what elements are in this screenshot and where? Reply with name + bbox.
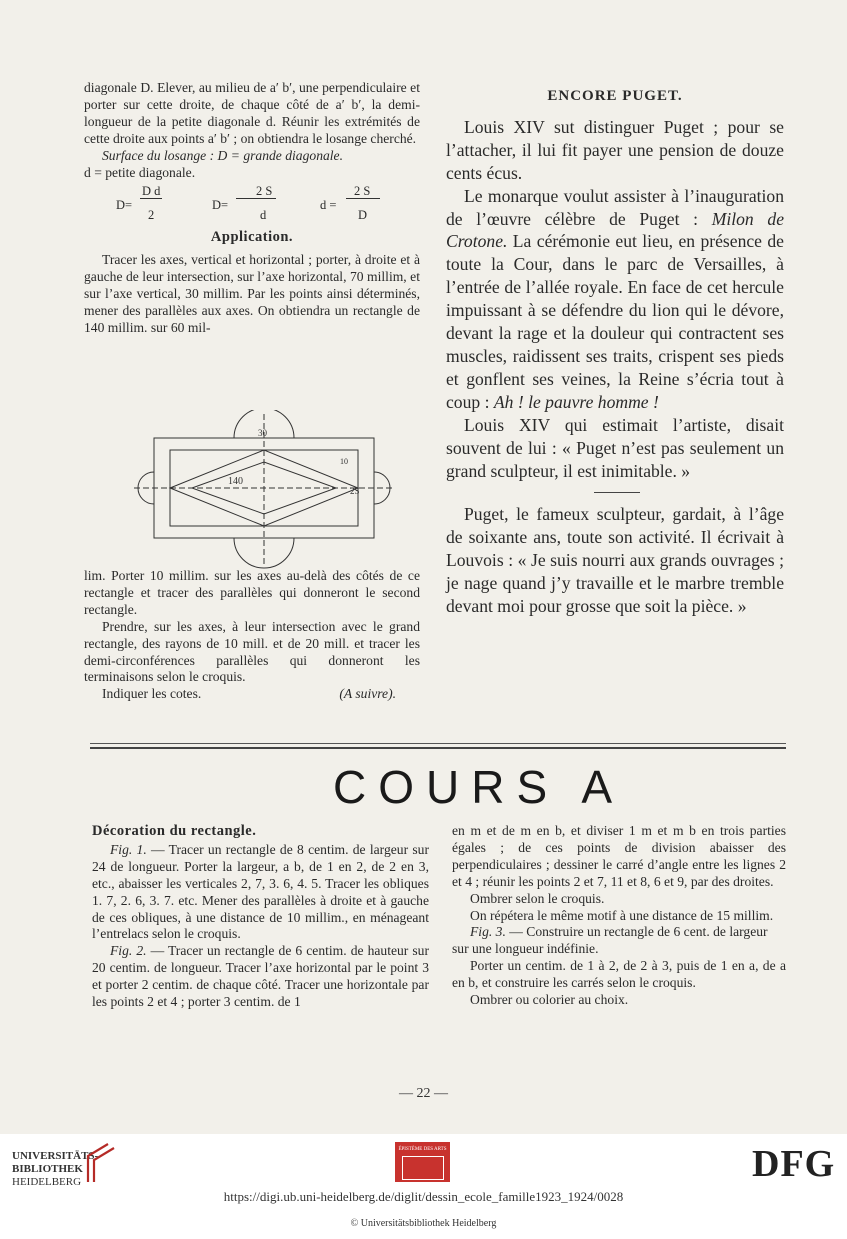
episteme-logo[interactable] xyxy=(395,1142,450,1182)
f1-denominator: 2 xyxy=(148,208,155,223)
puget-p2-italic: Milon de Crotone. xyxy=(446,208,785,252)
source-url[interactable]: https://digi.ub.uni-heidelberg.de/diglit/dessin_ecole_famille1923_1924/0028 xyxy=(223,1189,624,1204)
bottom-right-p2: Ombrer selon le croquis. xyxy=(470,890,605,906)
f3-numerator: 2 S xyxy=(354,184,371,199)
separator-rule-thick xyxy=(90,747,786,749)
ub-logo-icon xyxy=(86,1142,116,1186)
after-fig-3: Indiquer les cotes. xyxy=(102,686,202,702)
after-fig-2: Prendre, sur les axes, à leur intersection avec le grand rectangle, des rayons de 10 mill. et de 20 mill. et tracer les demi-circonférences parallèles qui donneront les terminaisons selon le croquis. xyxy=(84,618,420,685)
after-fig-1: lim. Porter 10 millim. sur les axes au-delà des côtés de ce rectangle et tracer des parallèles qui donneront le second rectangle. xyxy=(84,568,420,617)
figure-label-10: 10 xyxy=(340,457,348,466)
fig3-label: Fig. 3. xyxy=(470,924,506,940)
application-title: Application. xyxy=(210,229,294,246)
fig2-paragraph xyxy=(92,943,429,1011)
puget-p2 xyxy=(446,185,784,414)
small-d-line: d = petite diagonale. xyxy=(84,164,196,180)
separator-rule xyxy=(90,743,786,744)
losange-intro: diagonale D. Elever, au milieu de a′ b′, une perpendiculaire et porter sur cette droite, de chaque côté de a′ b′, la demi-longueur de la petite diagonale d. Réunir les extrémités de cette droite aux points a′ b′ ; on obtiendra le losange cherché. xyxy=(84,80,420,146)
page-number: — 22 — xyxy=(399,1086,448,1101)
f2-denominator: d xyxy=(260,208,267,223)
fig3-text: — Construire un rectangle de 6 cent. de largeur sur une longueur indéfinie. xyxy=(452,924,768,957)
bottom-right-p1: en m et de m en b, et diviser 1 m et m b en trois parties égales ; de ces points de division abaisser des perpendiculaires ; dessiner le carré d’angle entre les lignes 2 et 4 ; réunir les points 2 et 7, 11 et 8, 6 et 9, par des droites. xyxy=(452,823,786,889)
puget-p2-b: La cérémonie eut lieu, en présence de toute la Cour, dans le parc de Versailles, à l’entrée de l’allée royale. En face de cet hercule impuissant à se défendre du lion qui le dévore, devant la rage et la douleur qui contractent ses muscles, raidissent ses traits, crispent ses pieds et gonflent ses veines, la Reine s’écria tout à coup : xyxy=(446,231,784,412)
puget-p2-exclaim: Ah ! le pauvre homme ! xyxy=(493,391,659,412)
puget-p1: Louis XIV sut distinguer Puget ; pour se l’attacher, il lui fit payer une pension de douze cents écus. xyxy=(446,116,784,183)
ub-line2: BIBLIOTHEK xyxy=(12,1163,83,1175)
after-fig-3-line xyxy=(84,686,420,703)
decoration-heading: Décoration du rectangle. xyxy=(92,823,257,839)
fig1-paragraph xyxy=(92,842,429,943)
short-rule xyxy=(594,492,640,493)
left-top-column xyxy=(84,80,420,337)
f1-numerator: D d xyxy=(142,184,161,199)
f2-numerator: 2 S xyxy=(256,184,273,199)
bottom-right-p6: Ombrer ou colorier au choix. xyxy=(470,992,629,1008)
rectangle-figure xyxy=(130,410,400,570)
puget-p3: Louis XIV qui estimait l’artiste, disait souvent de lui : « Puget n’est pas seulement un grand sculpteur, il est inimitable. » xyxy=(446,414,784,481)
cours-title: COURS A xyxy=(333,761,625,813)
fig1-text: — Tracer un rectangle de 8 centim. de largeur sur 24 de longueur. Porter la largeur, a b, de 1 en 2, de 2 en 3, etc., abaisser les verticales 2, 7, 3. 6, 4. 5. Tracer les obliques 1. 7, 2. 6, 3. 7. etc. Mener des parallèles à droite et à gauche de ces obliques, à une distance de 10 millim., en ménageant l’entrelacs selon le croquis. xyxy=(92,841,430,942)
application-text: Tracer les axes, vertical et horizontal ; porter, à droite et à gauche de leur intersection, sur l’axe horizontal, 70 millim, et sur l’axe vertical, 30 millim. Par les points ainsi déterminés, mener des parallèles aux axes. On obtiendra un rectangle de 140 millim. sur 60 mil- xyxy=(84,252,420,335)
f3-denominator: D xyxy=(358,208,368,223)
fig3-paragraph xyxy=(452,924,786,958)
figure-label-30: 30 xyxy=(258,428,267,438)
bottom-right-p5: Porter un centim. de 1 à 2, de 2 à 3, puis de 1 en a, de a en b, et construire les carrés selon le croquis. xyxy=(452,958,786,991)
ub-line3: HEIDELBERG xyxy=(12,1176,82,1188)
bottom-right-column xyxy=(452,823,786,1009)
surface-line: Surface du losange : D = grande diagonale. xyxy=(102,147,343,163)
formulas xyxy=(84,181,420,225)
dfg-logo[interactable]: DFG xyxy=(752,1143,836,1185)
bottom-right-p3: On répétera le même motif à une distance de 15 millim. xyxy=(470,907,774,923)
f2-lhs: D= xyxy=(212,198,229,213)
puget-title: ENCORE PUGET. xyxy=(547,88,683,104)
bottom-left-column xyxy=(92,823,429,1011)
fig2-text: — Tracer un rectangle de 6 centim. de hauteur sur 20 centim. de longueur. Tracer l’axe horizontal par le point 3 et porter 2 centim. de chaque côté. Tracer une horizontale par les points 2 et 4 ; porter 3 centim. de 1 xyxy=(92,943,430,1010)
figure-label-140: 140 xyxy=(228,476,243,487)
f3-lhs: d = xyxy=(320,198,337,213)
f1-lhs: D= xyxy=(116,198,133,213)
fig1-label: Fig. 1. xyxy=(110,841,147,857)
copyright: © Universitätsbibliothek Heidelberg xyxy=(350,1218,497,1229)
figure-label-2s: 2S xyxy=(350,486,360,496)
left-after-figure xyxy=(84,568,420,703)
a-suivre: (A suivre). xyxy=(339,686,396,702)
ub-line1: UNIVERSITÄTS- xyxy=(12,1150,99,1162)
episteme-text: ÉPISTÈME DES ARTS xyxy=(398,1147,447,1152)
puget-p4: Puget, le fameux sculpteur, gardait, à l’âge de soixante ans, toute son activité. Il écrivait à Louvois : « Je suis nourri aux grands ouvrages ; je nage quand j’y travaille et le marbre tremble devant moi pour grosse que soit la pièce. » xyxy=(446,504,784,617)
fig2-label: Fig. 2. xyxy=(110,943,147,959)
puget-p2-a: Le monarque voulut assister à l’inauguration de l’œuvre célèbre de Puget : xyxy=(446,185,784,229)
right-top-column xyxy=(446,85,784,618)
